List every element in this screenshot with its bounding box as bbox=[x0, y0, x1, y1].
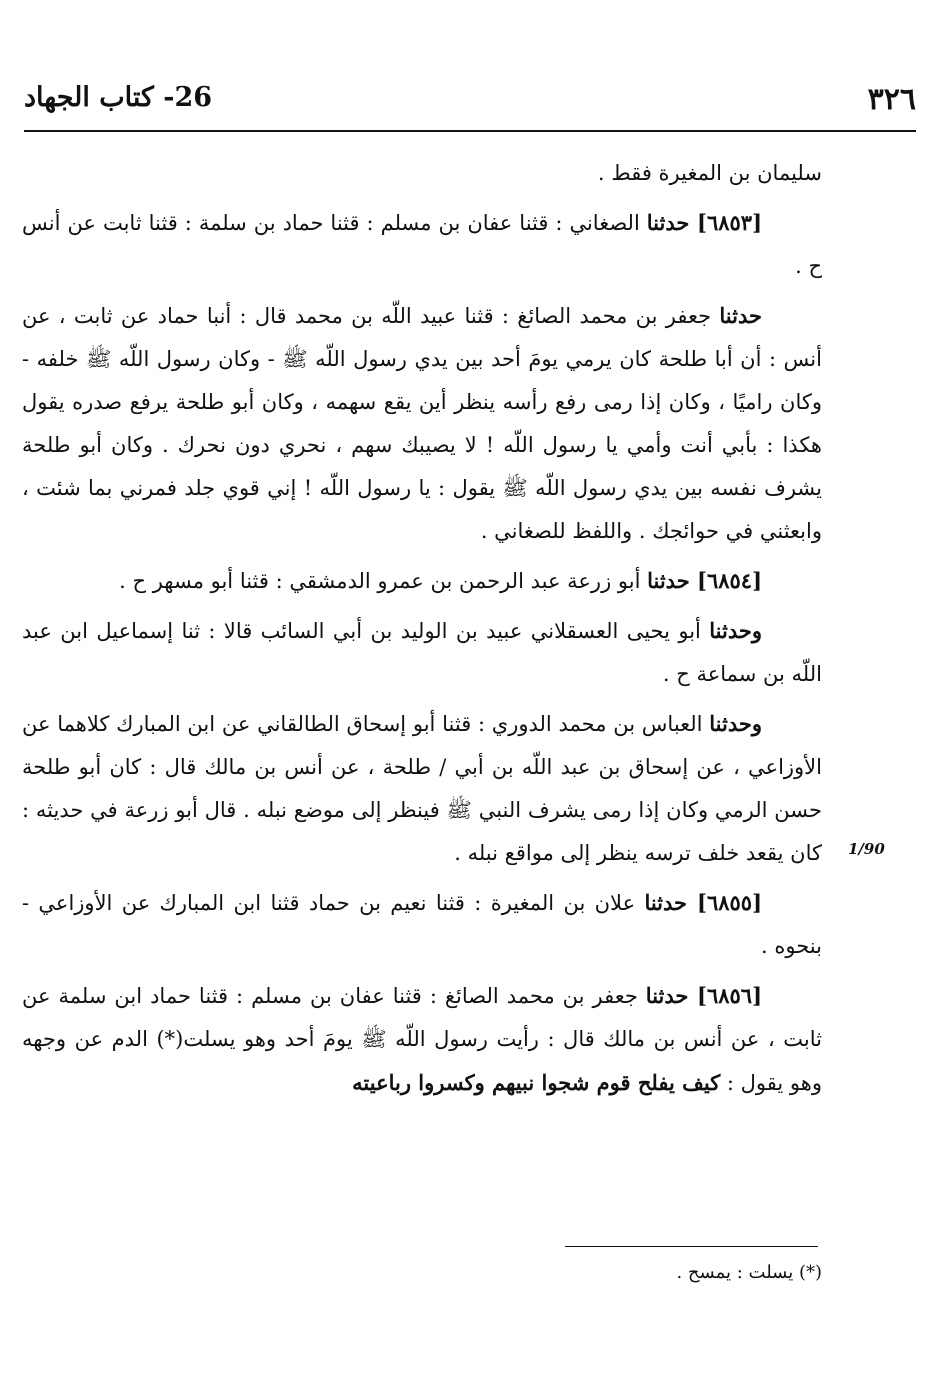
paragraph: وحدثنا العباس بن محمد الدوري : قثنا أبو إسحاق الطالقاني عن ابن المبارك كلاهما عن الأوزاعي ، عن إسحاق بن عبد اللّه بن أبي / طلحة ، عن أنس بن مالك قال : كان أبو طلحة حسن الرمي وكان إذا رمى يشرف النبي ﷺ فينظر إلى موضع نبله . قال أبو زرعة في حديثه : كان يقعد خلف ترسه ينظر إلى مواقع نبله . bbox=[22, 711, 822, 865]
main-text bbox=[22, 152, 822, 1111]
chapter-title: 26- كتاب الجهاد bbox=[24, 82, 213, 113]
header-rule bbox=[24, 130, 916, 132]
paragraph: [٦٨٥٣] حدثنا الصغاني : قثنا عفان بن مسلم : قثنا حماد بن سلمة : قثنا ثابت عن أنس ح . bbox=[22, 210, 822, 278]
margin-folio-note: 1/90 bbox=[848, 840, 885, 858]
page-number: ٣٢٦ bbox=[867, 82, 916, 117]
paragraph: [٦٨٥٦] حدثنا جعفر بن محمد الصائغ : قثنا عفان بن مسلم : قثنا حماد ابن سلمة عن ثابت ، عن أنس بن مالك قال : رأيت رسول اللّه ﷺ يومَ أحد وهو يسلت(*) الدم عن وجهه وهو يقول : كيف يفلح قوم شجوا نبيهم وكسروا رباعيته bbox=[22, 983, 822, 1095]
paragraph: حدثنا جعفر بن محمد الصائغ : قثنا عبيد اللّه بن محمد قال : أنبا حماد عن ثابت ، عن أنس : أن أبا طلحة كان يرمي يومَ أحد بين يدي رسول اللّه ﷺ - وكان رسول اللّه ﷺ خلفه - وكان راميًا ، وكان إذا رمى رفع رأسه ينظر أين يقع سهمه ، وكان أبو طلحة يرفع صدره يقول هكذا : بأبي أنت وأمي يا رسول اللّه ! لا يصيبك سهم ، نحري دون نحرك . وكان أبو طلحة يشرف نفسه بين يدي رسول اللّه ﷺ يقول : يا رسول اللّه ! إني قوي جلد فمرني بما شئت ، وابعثني في حوائجك . واللفظ للصغاني . bbox=[22, 303, 822, 543]
paragraph: سليمان بن المغيرة فقط . bbox=[597, 161, 822, 185]
paragraph: [٦٨٥٥] حدثنا علان بن المغيرة : قثنا نعيم بن حماد قثنا ابن المبارك عن الأوزاعي - بنحوه . bbox=[22, 890, 822, 958]
paragraph: وحدثنا أبو يحيى العسقلاني عبيد بن الوليد بن أبي السائب قالا : ثنا إسماعيل ابن عبد اللّه بن سماعة ح . bbox=[22, 618, 822, 686]
footnote: (*) يسلت : يمسح . bbox=[676, 1262, 822, 1283]
footnote-rule bbox=[565, 1246, 818, 1247]
paragraph: [٦٨٥٤] حدثنا أبو زرعة عبد الرحمن بن عمرو الدمشقي : قثنا أبو مسهر ح . bbox=[119, 568, 762, 593]
running-header bbox=[24, 82, 916, 128]
